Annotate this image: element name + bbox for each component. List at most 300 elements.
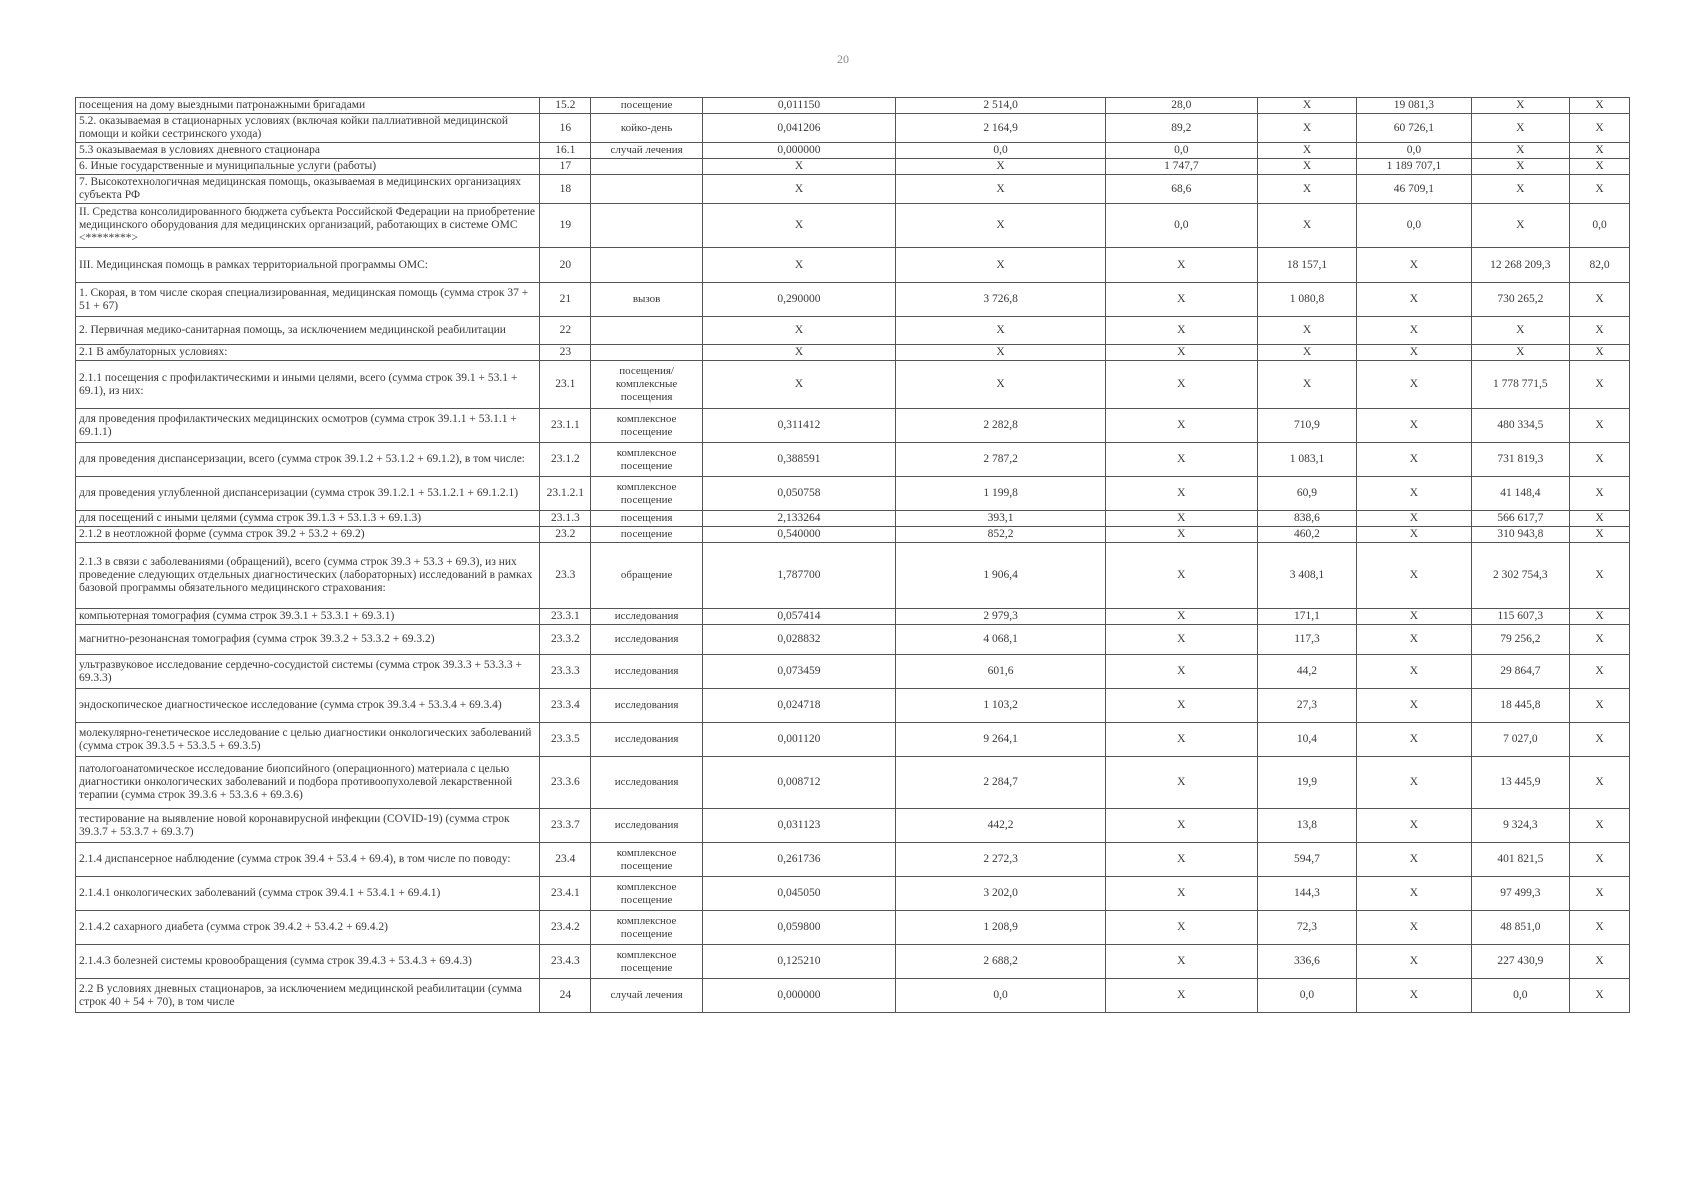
table-row bbox=[76, 757, 1630, 809]
per-capita-norm-cell: 0,059800 bbox=[702, 911, 896, 945]
cost-per-unit-cell: 601,6 bbox=[896, 655, 1106, 689]
budget-per-capita-cell: 28,0 bbox=[1105, 98, 1257, 114]
cost-per-unit-cell: 2 688,2 bbox=[896, 945, 1106, 979]
row-name-cell: 2.1.4.2 сахарного диабета (сумма строк 39.4.2 + 53.4.2 + 69.4.2) bbox=[76, 911, 540, 945]
per-capita-norm-cell: Х bbox=[702, 204, 896, 248]
row-number-cell: 23.1.2.1 bbox=[540, 477, 591, 511]
budget-total-cell: Х bbox=[1357, 443, 1471, 477]
oms-per-capita-cell: Х bbox=[1257, 114, 1356, 143]
per-capita-norm-cell: 0,050758 bbox=[702, 477, 896, 511]
share-percent-cell: Х bbox=[1570, 945, 1630, 979]
oms-total-cell: 1 778 771,5 bbox=[1471, 361, 1569, 409]
per-capita-norm-cell: Х bbox=[702, 345, 896, 361]
budget-per-capita-cell: Х bbox=[1105, 283, 1257, 317]
share-percent-cell: Х bbox=[1570, 409, 1630, 443]
oms-per-capita-cell: 710,9 bbox=[1257, 409, 1356, 443]
budget-per-capita-cell: Х bbox=[1105, 609, 1257, 625]
share-percent-cell: Х bbox=[1570, 443, 1630, 477]
per-capita-norm-cell: 0,540000 bbox=[702, 527, 896, 543]
oms-per-capita-cell: 144,3 bbox=[1257, 877, 1356, 911]
oms-total-cell: Х bbox=[1471, 204, 1569, 248]
budget-per-capita-cell: Х bbox=[1105, 625, 1257, 655]
oms-total-cell: 97 499,3 bbox=[1471, 877, 1569, 911]
per-capita-norm-cell: 0,057414 bbox=[702, 609, 896, 625]
row-name-cell: II. Средства консолидированного бюджета субъекта Российской Федерации на приобретение медицинского оборудования для медицинских организаций, работающих в системе ОМС <********> bbox=[76, 204, 540, 248]
oms-per-capita-cell: 336,6 bbox=[1257, 945, 1356, 979]
row-name-cell: молекулярно-генетическое исследование с целью диагностики онкологических заболеваний (сумма строк 39.3.5 + 53.3.5 + 69.3.5) bbox=[76, 723, 540, 757]
budget-per-capita-cell: Х bbox=[1105, 843, 1257, 877]
row-number-cell: 23.3 bbox=[540, 543, 591, 609]
budget-per-capita-cell: Х bbox=[1105, 443, 1257, 477]
row-name-cell: 2. Первичная медико-санитарная помощь, за исключением медицинской реабилитации bbox=[76, 317, 540, 345]
row-name-cell: 1. Скорая, в том числе скорая специализированная, медицинская помощь (сумма строк 37 + 51 + 67) bbox=[76, 283, 540, 317]
budget-total-cell: Х bbox=[1357, 723, 1471, 757]
budget-total-cell: Х bbox=[1357, 511, 1471, 527]
oms-total-cell: Х bbox=[1471, 345, 1569, 361]
budget-per-capita-cell: Х bbox=[1105, 527, 1257, 543]
budget-total-cell: Х bbox=[1357, 543, 1471, 609]
unit-cell: посещения/комплексные посещения bbox=[591, 361, 702, 409]
share-percent-cell: 82,0 bbox=[1570, 248, 1630, 283]
share-percent-cell: Х bbox=[1570, 159, 1630, 175]
share-percent-cell: Х bbox=[1570, 477, 1630, 511]
oms-per-capita-cell: 838,6 bbox=[1257, 511, 1356, 527]
share-percent-cell: Х bbox=[1570, 843, 1630, 877]
oms-per-capita-cell: 594,7 bbox=[1257, 843, 1356, 877]
share-percent-cell: Х bbox=[1570, 98, 1630, 114]
budget-total-cell: Х bbox=[1357, 979, 1471, 1013]
budget-per-capita-cell: 1 747,7 bbox=[1105, 159, 1257, 175]
per-capita-norm-cell: 0,125210 bbox=[702, 945, 896, 979]
oms-total-cell: Х bbox=[1471, 175, 1569, 204]
budget-total-cell: 19 081,3 bbox=[1357, 98, 1471, 114]
share-percent-cell: Х bbox=[1570, 757, 1630, 809]
budget-per-capita-cell: 0,0 bbox=[1105, 143, 1257, 159]
table-row bbox=[76, 361, 1630, 409]
per-capita-norm-cell: 0,028832 bbox=[702, 625, 896, 655]
table-row bbox=[76, 114, 1630, 143]
table-row bbox=[76, 689, 1630, 723]
row-number-cell: 23.4.2 bbox=[540, 911, 591, 945]
table-row bbox=[76, 477, 1630, 511]
share-percent-cell: Х bbox=[1570, 723, 1630, 757]
table-row bbox=[76, 527, 1630, 543]
oms-per-capita-cell: 18 157,1 bbox=[1257, 248, 1356, 283]
oms-per-capita-cell: 1 083,1 bbox=[1257, 443, 1356, 477]
per-capita-norm-cell: 0,031123 bbox=[702, 809, 896, 843]
budget-total-cell: Х bbox=[1357, 877, 1471, 911]
budget-total-cell: 46 709,1 bbox=[1357, 175, 1471, 204]
oms-total-cell: 2 302 754,3 bbox=[1471, 543, 1569, 609]
cost-per-unit-cell: 0,0 bbox=[896, 143, 1106, 159]
unit-cell bbox=[591, 317, 702, 345]
budget-total-cell: Х bbox=[1357, 911, 1471, 945]
cost-per-unit-cell: 2 514,0 bbox=[896, 98, 1106, 114]
unit-cell: посещение bbox=[591, 527, 702, 543]
oms-total-cell: 730 265,2 bbox=[1471, 283, 1569, 317]
unit-cell bbox=[591, 204, 702, 248]
budget-total-cell: Х bbox=[1357, 345, 1471, 361]
unit-cell: комплексное посещение bbox=[591, 911, 702, 945]
unit-cell: исследования bbox=[591, 689, 702, 723]
budget-table bbox=[75, 97, 1630, 1013]
unit-cell: исследования bbox=[591, 757, 702, 809]
share-percent-cell: Х bbox=[1570, 809, 1630, 843]
budget-per-capita-cell: Х bbox=[1105, 757, 1257, 809]
budget-total-cell: Х bbox=[1357, 689, 1471, 723]
per-capita-norm-cell: 0,261736 bbox=[702, 843, 896, 877]
per-capita-norm-cell: Х bbox=[702, 361, 896, 409]
row-name-cell: 5.2. оказываемая в стационарных условиях (включая койки паллиативной медицинской помощи и койки сестринского ухода) bbox=[76, 114, 540, 143]
row-number-cell: 23.3.6 bbox=[540, 757, 591, 809]
row-number-cell: 23.3.4 bbox=[540, 689, 591, 723]
budget-total-cell: Х bbox=[1357, 625, 1471, 655]
row-number-cell: 23.3.2 bbox=[540, 625, 591, 655]
budget-total-cell: 0,0 bbox=[1357, 204, 1471, 248]
oms-per-capita-cell: 72,3 bbox=[1257, 911, 1356, 945]
share-percent-cell: Х bbox=[1570, 877, 1630, 911]
cost-per-unit-cell: Х bbox=[896, 345, 1106, 361]
cost-per-unit-cell: 2 284,7 bbox=[896, 757, 1106, 809]
budget-total-cell: Х bbox=[1357, 317, 1471, 345]
oms-total-cell: 401 821,5 bbox=[1471, 843, 1569, 877]
budget-total-cell: Х bbox=[1357, 609, 1471, 625]
row-name-cell: 7. Высокотехнологичная медицинская помощь, оказываемая в медицинских организациях субъекта РФ bbox=[76, 175, 540, 204]
row-name-cell: III. Медицинская помощь в рамках территориальной программы ОМС: bbox=[76, 248, 540, 283]
per-capita-norm-cell: Х bbox=[702, 317, 896, 345]
unit-cell: комплексное посещение bbox=[591, 945, 702, 979]
table-row bbox=[76, 317, 1630, 345]
oms-total-cell: 7 027,0 bbox=[1471, 723, 1569, 757]
unit-cell: случай лечения bbox=[591, 143, 702, 159]
oms-per-capita-cell: Х bbox=[1257, 317, 1356, 345]
unit-cell: вызов bbox=[591, 283, 702, 317]
oms-total-cell: 9 324,3 bbox=[1471, 809, 1569, 843]
cost-per-unit-cell: 1 906,4 bbox=[896, 543, 1106, 609]
table-body bbox=[76, 98, 1630, 1013]
row-name-cell: ультразвуковое исследование сердечно-сосудистой системы (сумма строк 39.3.3 + 53.3.3 + 69.3.3) bbox=[76, 655, 540, 689]
share-percent-cell: Х bbox=[1570, 317, 1630, 345]
row-number-cell: 23.1 bbox=[540, 361, 591, 409]
cost-per-unit-cell: 3 202,0 bbox=[896, 877, 1106, 911]
row-number-cell: 16 bbox=[540, 114, 591, 143]
cost-per-unit-cell: 2 282,8 bbox=[896, 409, 1106, 443]
unit-cell: обращение bbox=[591, 543, 702, 609]
budget-total-cell: Х bbox=[1357, 843, 1471, 877]
table-row bbox=[76, 159, 1630, 175]
oms-per-capita-cell: 1 080,8 bbox=[1257, 283, 1356, 317]
oms-per-capita-cell: Х bbox=[1257, 204, 1356, 248]
unit-cell: комплексное посещение bbox=[591, 843, 702, 877]
row-name-cell: для посещений с иными целями (сумма строк 39.1.3 + 53.1.3 + 69.1.3) bbox=[76, 511, 540, 527]
per-capita-norm-cell: 0,001120 bbox=[702, 723, 896, 757]
table-row bbox=[76, 979, 1630, 1013]
row-name-cell: 2.1.4.1 онкологических заболеваний (сумма строк 39.4.1 + 53.4.1 + 69.4.1) bbox=[76, 877, 540, 911]
cost-per-unit-cell: 442,2 bbox=[896, 809, 1106, 843]
budget-per-capita-cell: 0,0 bbox=[1105, 204, 1257, 248]
row-number-cell: 23.3.1 bbox=[540, 609, 591, 625]
row-name-cell: патологоанатомическое исследование биопсийного (операционного) материала с целью диагностики онкологических заболеваний и подбора противоопухолевой лекарственной терапии (сумма строк 39.3.6 + 53.3.6 + 69.3.6) bbox=[76, 757, 540, 809]
unit-cell: комплексное посещение bbox=[591, 877, 702, 911]
per-capita-norm-cell: 0,041206 bbox=[702, 114, 896, 143]
row-number-cell: 23.3.5 bbox=[540, 723, 591, 757]
table-row bbox=[76, 511, 1630, 527]
oms-total-cell: Х bbox=[1471, 317, 1569, 345]
row-number-cell: 20 bbox=[540, 248, 591, 283]
oms-per-capita-cell: Х bbox=[1257, 159, 1356, 175]
share-percent-cell: Х bbox=[1570, 655, 1630, 689]
row-name-cell: тестирование на выявление новой коронавирусной инфекции (COVID-19) (сумма строк 39.3.7 + 53.3.7 + 69.3.7) bbox=[76, 809, 540, 843]
oms-total-cell: 48 851,0 bbox=[1471, 911, 1569, 945]
budget-total-cell: Х bbox=[1357, 945, 1471, 979]
oms-total-cell: 13 445,9 bbox=[1471, 757, 1569, 809]
row-name-cell: для проведения профилактических медицинских осмотров (сумма строк 39.1.1 + 53.1.1 + 69.1.1) bbox=[76, 409, 540, 443]
per-capita-norm-cell: 0,011150 bbox=[702, 98, 896, 114]
oms-total-cell: Х bbox=[1471, 159, 1569, 175]
budget-total-cell: 60 726,1 bbox=[1357, 114, 1471, 143]
row-name-cell: 2.1.4.3 болезней системы кровообращения (сумма строк 39.4.3 + 53.4.3 + 69.4.3) bbox=[76, 945, 540, 979]
oms-per-capita-cell: 13,8 bbox=[1257, 809, 1356, 843]
share-percent-cell: Х bbox=[1570, 911, 1630, 945]
oms-per-capita-cell: 27,3 bbox=[1257, 689, 1356, 723]
unit-cell: комплексное посещение bbox=[591, 443, 702, 477]
share-percent-cell: Х bbox=[1570, 175, 1630, 204]
cost-per-unit-cell: 2 272,3 bbox=[896, 843, 1106, 877]
share-percent-cell: Х bbox=[1570, 609, 1630, 625]
per-capita-norm-cell: Х bbox=[702, 175, 896, 204]
oms-total-cell: 0,0 bbox=[1471, 979, 1569, 1013]
table-row bbox=[76, 609, 1630, 625]
row-number-cell: 23.4.3 bbox=[540, 945, 591, 979]
oms-total-cell: Х bbox=[1471, 114, 1569, 143]
budget-total-cell: Х bbox=[1357, 283, 1471, 317]
row-number-cell: 23 bbox=[540, 345, 591, 361]
per-capita-norm-cell: 0,290000 bbox=[702, 283, 896, 317]
per-capita-norm-cell: 0,073459 bbox=[702, 655, 896, 689]
oms-total-cell: 18 445,8 bbox=[1471, 689, 1569, 723]
oms-per-capita-cell: Х bbox=[1257, 175, 1356, 204]
per-capita-norm-cell: 0,008712 bbox=[702, 757, 896, 809]
budget-total-cell: Х bbox=[1357, 477, 1471, 511]
per-capita-norm-cell: 1,787700 bbox=[702, 543, 896, 609]
budget-per-capita-cell: Х bbox=[1105, 248, 1257, 283]
share-percent-cell: Х bbox=[1570, 283, 1630, 317]
row-name-cell: компьютерная томография (сумма строк 39.3.1 + 53.3.1 + 69.3.1) bbox=[76, 609, 540, 625]
row-name-cell: 2.1 В амбулаторных условиях: bbox=[76, 345, 540, 361]
row-number-cell: 18 bbox=[540, 175, 591, 204]
budget-per-capita-cell: Х bbox=[1105, 809, 1257, 843]
oms-total-cell: 29 864,7 bbox=[1471, 655, 1569, 689]
budget-per-capita-cell: Х bbox=[1105, 409, 1257, 443]
table-row bbox=[76, 345, 1630, 361]
budget-per-capita-cell: Х bbox=[1105, 317, 1257, 345]
unit-cell: комплексное посещение bbox=[591, 409, 702, 443]
per-capita-norm-cell: 2,133264 bbox=[702, 511, 896, 527]
oms-total-cell: 227 430,9 bbox=[1471, 945, 1569, 979]
budget-per-capita-cell: Х bbox=[1105, 655, 1257, 689]
table-row bbox=[76, 723, 1630, 757]
row-number-cell: 17 bbox=[540, 159, 591, 175]
share-percent-cell: Х bbox=[1570, 114, 1630, 143]
oms-total-cell: 480 334,5 bbox=[1471, 409, 1569, 443]
oms-per-capita-cell: 19,9 bbox=[1257, 757, 1356, 809]
row-number-cell: 23.1.3 bbox=[540, 511, 591, 527]
row-name-cell: посещения на дому выездными патронажными бригадами bbox=[76, 98, 540, 114]
table-row bbox=[76, 543, 1630, 609]
row-number-cell: 23.4 bbox=[540, 843, 591, 877]
oms-per-capita-cell: Х bbox=[1257, 143, 1356, 159]
table-row bbox=[76, 625, 1630, 655]
budget-per-capita-cell: Х bbox=[1105, 689, 1257, 723]
table-row bbox=[76, 655, 1630, 689]
budget-per-capita-cell: Х bbox=[1105, 723, 1257, 757]
row-number-cell: 23.1.2 bbox=[540, 443, 591, 477]
cost-per-unit-cell: 3 726,8 bbox=[896, 283, 1106, 317]
row-number-cell: 23.1.1 bbox=[540, 409, 591, 443]
row-name-cell: 2.1.1 посещения с профилактическими и иными целями, всего (сумма строк 39.1 + 53.1 + 69.1), из них: bbox=[76, 361, 540, 409]
table-row bbox=[76, 945, 1630, 979]
oms-total-cell: 566 617,7 bbox=[1471, 511, 1569, 527]
row-number-cell: 15.2 bbox=[540, 98, 591, 114]
per-capita-norm-cell: 0,024718 bbox=[702, 689, 896, 723]
table-row bbox=[76, 877, 1630, 911]
oms-total-cell: Х bbox=[1471, 143, 1569, 159]
row-name-cell: 2.1.3 в связи с заболеваниями (обращений), всего (сумма строк 39.3 + 53.3 + 69.3), из них проведение следующих отдельных диагностических (лабораторных) исследований в рамках базовой программы обязательного медицинского страхования: bbox=[76, 543, 540, 609]
oms-per-capita-cell: 117,3 bbox=[1257, 625, 1356, 655]
share-percent-cell: Х bbox=[1570, 143, 1630, 159]
row-name-cell: 2.1.4 диспансерное наблюдение (сумма строк 39.4 + 53.4 + 69.4), в том числе по поводу: bbox=[76, 843, 540, 877]
budget-per-capita-cell: Х bbox=[1105, 477, 1257, 511]
budget-total-cell: Х bbox=[1357, 757, 1471, 809]
budget-total-cell: Х bbox=[1357, 809, 1471, 843]
share-percent-cell: Х bbox=[1570, 543, 1630, 609]
table-row bbox=[76, 98, 1630, 114]
oms-per-capita-cell: 60,9 bbox=[1257, 477, 1356, 511]
unit-cell: исследования bbox=[591, 723, 702, 757]
per-capita-norm-cell: 0,045050 bbox=[702, 877, 896, 911]
cost-per-unit-cell: Х bbox=[896, 159, 1106, 175]
unit-cell bbox=[591, 345, 702, 361]
row-name-cell: эндоскопическое диагностическое исследование (сумма строк 39.3.4 + 53.3.4 + 69.3.4) bbox=[76, 689, 540, 723]
oms-total-cell: 12 268 209,3 bbox=[1471, 248, 1569, 283]
oms-per-capita-cell: 10,4 bbox=[1257, 723, 1356, 757]
oms-per-capita-cell: 460,2 bbox=[1257, 527, 1356, 543]
cost-per-unit-cell: Х bbox=[896, 175, 1106, 204]
row-number-cell: 22 bbox=[540, 317, 591, 345]
budget-total-cell: Х bbox=[1357, 361, 1471, 409]
budget-per-capita-cell: Х bbox=[1105, 877, 1257, 911]
table-row bbox=[76, 175, 1630, 204]
unit-cell: исследования bbox=[591, 609, 702, 625]
cost-per-unit-cell: Х bbox=[896, 361, 1106, 409]
cost-per-unit-cell: 1 208,9 bbox=[896, 911, 1106, 945]
row-number-cell: 19 bbox=[540, 204, 591, 248]
share-percent-cell: Х bbox=[1570, 689, 1630, 723]
table-row bbox=[76, 809, 1630, 843]
row-name-cell: 2.2 В условиях дневных стационаров, за исключением медицинской реабилитации (сумма строк 40 + 54 + 70), в том числе bbox=[76, 979, 540, 1013]
row-name-cell: 2.1.2 в неотложной форме (сумма строк 39.2 + 53.2 + 69.2) bbox=[76, 527, 540, 543]
unit-cell bbox=[591, 159, 702, 175]
row-number-cell: 24 bbox=[540, 979, 591, 1013]
cost-per-unit-cell: 1 199,8 bbox=[896, 477, 1106, 511]
budget-per-capita-cell: Х bbox=[1105, 911, 1257, 945]
oms-total-cell: 41 148,4 bbox=[1471, 477, 1569, 511]
unit-cell: случай лечения bbox=[591, 979, 702, 1013]
unit-cell: исследования bbox=[591, 655, 702, 689]
row-name-cell: для проведения диспансеризации, всего (сумма строк 39.1.2 + 53.1.2 + 69.1.2), в том числе: bbox=[76, 443, 540, 477]
row-name-cell: 5.3 оказываемая в условиях дневного стационара bbox=[76, 143, 540, 159]
share-percent-cell: Х bbox=[1570, 345, 1630, 361]
oms-total-cell: 731 819,3 bbox=[1471, 443, 1569, 477]
budget-per-capita-cell: Х bbox=[1105, 511, 1257, 527]
row-number-cell: 21 bbox=[540, 283, 591, 317]
share-percent-cell: Х bbox=[1570, 979, 1630, 1013]
budget-per-capita-cell: Х bbox=[1105, 543, 1257, 609]
oms-per-capita-cell: Х bbox=[1257, 345, 1356, 361]
budget-total-cell: Х bbox=[1357, 248, 1471, 283]
budget-per-capita-cell: Х bbox=[1105, 945, 1257, 979]
unit-cell: исследования bbox=[591, 809, 702, 843]
page-number: 20 bbox=[837, 52, 849, 66]
oms-per-capita-cell: 0,0 bbox=[1257, 979, 1356, 1013]
oms-total-cell: Х bbox=[1471, 98, 1569, 114]
share-percent-cell: Х bbox=[1570, 527, 1630, 543]
per-capita-norm-cell: Х bbox=[702, 159, 896, 175]
oms-per-capita-cell: 171,1 bbox=[1257, 609, 1356, 625]
unit-cell bbox=[591, 175, 702, 204]
oms-total-cell: 310 943,8 bbox=[1471, 527, 1569, 543]
budget-per-capita-cell: Х bbox=[1105, 345, 1257, 361]
budget-per-capita-cell: Х bbox=[1105, 979, 1257, 1013]
unit-cell bbox=[591, 248, 702, 283]
share-percent-cell: Х bbox=[1570, 511, 1630, 527]
per-capita-norm-cell: 0,000000 bbox=[702, 143, 896, 159]
cost-per-unit-cell: 393,1 bbox=[896, 511, 1106, 527]
budget-per-capita-cell: Х bbox=[1105, 361, 1257, 409]
unit-cell: койко-день bbox=[591, 114, 702, 143]
budget-total-cell: 1 189 707,1 bbox=[1357, 159, 1471, 175]
budget-total-cell: 0,0 bbox=[1357, 143, 1471, 159]
row-number-cell: 23.4.1 bbox=[540, 877, 591, 911]
cost-per-unit-cell: 2 979,3 bbox=[896, 609, 1106, 625]
unit-cell: посещения bbox=[591, 511, 702, 527]
cost-per-unit-cell: 2 787,2 bbox=[896, 443, 1106, 477]
oms-total-cell: 79 256,2 bbox=[1471, 625, 1569, 655]
cost-per-unit-cell: 2 164,9 bbox=[896, 114, 1106, 143]
budget-total-cell: Х bbox=[1357, 409, 1471, 443]
oms-per-capita-cell: Х bbox=[1257, 98, 1356, 114]
table-row bbox=[76, 283, 1630, 317]
table-row bbox=[76, 843, 1630, 877]
share-percent-cell: Х bbox=[1570, 625, 1630, 655]
row-name-cell: магнитно-резонансная томография (сумма строк 39.3.2 + 53.3.2 + 69.3.2) bbox=[76, 625, 540, 655]
row-number-cell: 23.2 bbox=[540, 527, 591, 543]
per-capita-norm-cell: 0,311412 bbox=[702, 409, 896, 443]
oms-per-capita-cell: Х bbox=[1257, 361, 1356, 409]
table-row bbox=[76, 443, 1630, 477]
unit-cell: посещение bbox=[591, 98, 702, 114]
row-number-cell: 16.1 bbox=[540, 143, 591, 159]
unit-cell: исследования bbox=[591, 625, 702, 655]
cost-per-unit-cell: 852,2 bbox=[896, 527, 1106, 543]
per-capita-norm-cell: Х bbox=[702, 248, 896, 283]
oms-per-capita-cell: 44,2 bbox=[1257, 655, 1356, 689]
oms-per-capita-cell: 3 408,1 bbox=[1257, 543, 1356, 609]
budget-per-capita-cell: 68,6 bbox=[1105, 175, 1257, 204]
table-row bbox=[76, 143, 1630, 159]
share-percent-cell: Х bbox=[1570, 361, 1630, 409]
cost-per-unit-cell: 4 068,1 bbox=[896, 625, 1106, 655]
